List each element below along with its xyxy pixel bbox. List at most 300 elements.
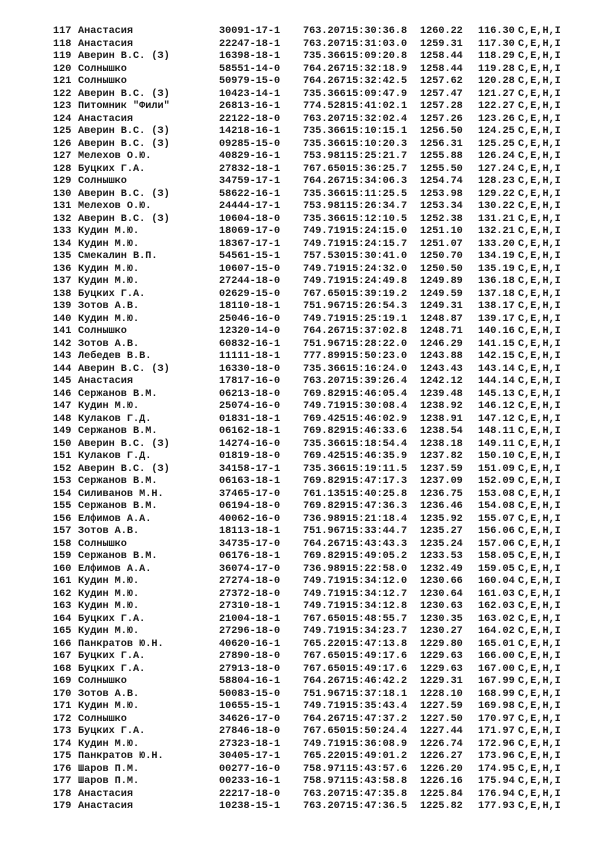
owner-name: Аверин В.С. (З): [78, 438, 170, 450]
arrival-time: 15:47:37.2: [346, 713, 408, 725]
arrival-time: 15:46:33.6: [346, 426, 408, 437]
row-number: 146: [53, 388, 72, 400]
class-codes: C,E,H,I: [518, 488, 561, 500]
class-codes: C,E,H,I: [518, 363, 561, 375]
class-codes: C,E,H,I: [518, 76, 561, 87]
distance: 763.207: [303, 801, 346, 812]
ring-id: 10607-15-0: [219, 263, 281, 275]
speed: 1237.82: [420, 451, 463, 462]
distance: 749.719: [303, 701, 346, 712]
class-codes: C,E,H,I: [518, 176, 561, 187]
class-codes: C,E,H,I: [518, 213, 561, 225]
owner-name: Кудин М.Ю.: [78, 276, 140, 287]
arrival-time: 15:34:12.7: [346, 588, 408, 600]
arrival-time: 15:46:35.9: [346, 451, 408, 462]
owner-name: Аверин В.С. (З): [78, 138, 170, 150]
class-codes: C,E,H,I: [518, 38, 561, 50]
speed: 1257.28: [420, 101, 463, 112]
points: 166.00: [478, 651, 515, 662]
speed: 1230.35: [420, 613, 463, 625]
speed: 1239.48: [420, 388, 463, 400]
points: 175.94: [478, 776, 515, 787]
ring-id: 30091-17-1: [219, 26, 281, 37]
speed: 1250.70: [420, 251, 463, 262]
owner-name: Лебедев В.В.: [78, 351, 152, 362]
owner-name: Зотов А.В.: [78, 338, 140, 350]
owner-name: Кудин М.Ю.: [78, 226, 140, 237]
points: 154.08: [478, 501, 515, 512]
distance: 751.967: [303, 301, 346, 312]
speed: 1235.24: [420, 538, 463, 550]
points: 121.27: [478, 88, 515, 100]
ring-id: 22122-18-0: [219, 113, 281, 125]
points: 120.28: [478, 76, 515, 87]
arrival-time: 15:37:18.1: [346, 688, 408, 700]
points: 143.14: [478, 363, 515, 375]
row-number: 147: [53, 401, 72, 412]
class-codes: C,E,H,I: [518, 138, 561, 150]
class-codes: C,E,H,I: [518, 326, 561, 337]
distance: 767.650: [303, 663, 346, 675]
speed: 1255.50: [420, 163, 463, 175]
points: 119.28: [478, 63, 515, 75]
class-codes: C,E,H,I: [518, 501, 561, 512]
owner-name: Кудин М.Ю.: [78, 238, 140, 250]
ring-id: 22247-18-1: [219, 38, 281, 50]
speed: 1258.44: [420, 63, 463, 75]
distance: 763.207: [303, 788, 346, 800]
points: 174.95: [478, 763, 515, 775]
class-codes: C,E,H,I: [518, 351, 561, 362]
points: 125.25: [478, 138, 515, 150]
row-number: 141: [53, 326, 72, 337]
speed: 1259.31: [420, 38, 463, 50]
speed: 1257.47: [420, 88, 463, 100]
speed: 1228.10: [420, 688, 463, 700]
speed: 1229.63: [420, 663, 463, 675]
ring-id: 12320-14-0: [219, 326, 281, 337]
points: 137.18: [478, 288, 515, 300]
arrival-time: 15:47:36.3: [346, 501, 408, 512]
speed: 1255.88: [420, 151, 463, 162]
owner-name: Аверин В.С. (З): [78, 51, 170, 62]
speed: 1227.50: [420, 713, 463, 725]
speed: 1257.62: [420, 76, 463, 87]
owner-name: Панкратов Ю.Н.: [78, 638, 164, 650]
distance: 736.989: [303, 563, 346, 575]
speed: 1225.82: [420, 801, 463, 812]
distance: 735.366: [303, 88, 346, 100]
points: 152.09: [478, 476, 515, 487]
arrival-time: 15:36:25.7: [346, 163, 408, 175]
class-codes: C,E,H,I: [518, 463, 561, 475]
ring-id: 54561-15-1: [219, 251, 281, 262]
owner-name: Кудин М.Ю.: [78, 588, 140, 600]
row-number: 144: [53, 363, 72, 375]
speed: 1227.44: [420, 726, 463, 737]
row-number: 168: [53, 663, 72, 675]
ring-id: 06194-18-0: [219, 501, 281, 512]
ring-id: 58551-14-0: [219, 63, 281, 75]
owner-name: Аверин В.С. (З): [78, 463, 170, 475]
arrival-time: 15:24:49.8: [346, 276, 408, 287]
speed: 1238.18: [420, 438, 463, 450]
ring-id: 17817-16-0: [219, 376, 281, 387]
distance: 749.719: [303, 276, 346, 287]
owner-name: Смекалин В.П.: [78, 251, 158, 262]
row-number: 173: [53, 726, 72, 737]
distance: 753.981: [303, 151, 346, 162]
points: 118.29: [478, 51, 515, 62]
owner-name: Солнышко: [78, 676, 127, 687]
points: 148.11: [478, 426, 515, 437]
distance: 749.719: [303, 401, 346, 412]
speed: 1251.10: [420, 226, 463, 237]
row-number: 133: [53, 226, 72, 237]
arrival-time: 15:43:58.8: [346, 776, 408, 787]
arrival-time: 15:24:32.0: [346, 263, 408, 275]
owner-name: Зотов А.В.: [78, 688, 140, 700]
arrival-time: 15:49:17.6: [346, 651, 408, 662]
speed: 1227.59: [420, 701, 463, 712]
row-number: 130: [53, 188, 72, 200]
speed: 1253.34: [420, 201, 463, 212]
row-number: 174: [53, 738, 72, 750]
owner-name: Мелехов О.Ю.: [78, 201, 152, 212]
arrival-time: 15:25:21.7: [346, 151, 408, 162]
distance: 769.425: [303, 451, 346, 462]
distance: 769.829: [303, 501, 346, 512]
owner-name: Кудин М.Ю.: [78, 401, 140, 412]
row-number: 171: [53, 701, 72, 712]
class-codes: C,E,H,I: [518, 413, 561, 425]
speed: 1237.09: [420, 476, 463, 487]
owner-name: Кудин М.Ю.: [78, 263, 140, 275]
arrival-time: 15:47:35.8: [346, 788, 408, 800]
class-codes: C,E,H,I: [518, 51, 561, 62]
ring-id: 10423-14-1: [219, 88, 281, 100]
speed: 1229.63: [420, 651, 463, 662]
ring-id: 34735-17-0: [219, 538, 281, 550]
distance: 769.829: [303, 426, 346, 437]
speed: 1257.26: [420, 113, 463, 125]
points: 117.30: [478, 38, 515, 50]
distance: 735.366: [303, 213, 346, 225]
class-codes: C,E,H,I: [518, 663, 561, 675]
class-codes: C,E,H,I: [518, 438, 561, 450]
row-number: 156: [53, 513, 72, 525]
points: 172.96: [478, 738, 515, 750]
row-number: 176: [53, 763, 72, 775]
owner-name: Буцких Г.А.: [78, 613, 146, 625]
owner-name: Анастасия: [78, 38, 134, 50]
owner-name: Буцких Г.А.: [78, 288, 146, 300]
class-codes: C,E,H,I: [518, 713, 561, 725]
row-number: 150: [53, 438, 72, 450]
row-number: 162: [53, 588, 72, 600]
points: 164.02: [478, 626, 515, 637]
class-codes: C,E,H,I: [518, 301, 561, 312]
row-number: 143: [53, 351, 72, 362]
points: 156.06: [478, 526, 515, 537]
row-number: 175: [53, 751, 72, 762]
points: 163.02: [478, 613, 515, 625]
speed: 1233.53: [420, 551, 463, 562]
class-codes: C,E,H,I: [518, 113, 561, 125]
speed: 1236.46: [420, 501, 463, 512]
arrival-time: 15:30:08.4: [346, 401, 408, 412]
distance: 767.650: [303, 288, 346, 300]
distance: 749.719: [303, 576, 346, 587]
distance: 763.207: [303, 38, 346, 50]
speed: 1238.91: [420, 413, 463, 425]
arrival-time: 15:40:25.8: [346, 488, 408, 500]
points: 160.04: [478, 576, 515, 587]
points: 126.24: [478, 151, 515, 162]
points: 171.97: [478, 726, 515, 737]
class-codes: C,E,H,I: [518, 563, 561, 575]
class-codes: C,E,H,I: [518, 526, 561, 537]
owner-name: Аверин В.С. (З): [78, 213, 170, 225]
arrival-time: 15:30:41.0: [346, 251, 408, 262]
distance: 774.528: [303, 101, 346, 112]
owner-name: Силиванов М.Н.: [78, 488, 164, 500]
ring-id: 58804-16-1: [219, 676, 281, 687]
class-codes: C,E,H,I: [518, 401, 561, 412]
row-number: 119: [53, 51, 72, 62]
speed: 1251.07: [420, 238, 463, 250]
points: 128.23: [478, 176, 515, 187]
row-number: 137: [53, 276, 72, 287]
points: 134.19: [478, 251, 515, 262]
arrival-time: 15:49:17.6: [346, 663, 408, 675]
distance: 757.530: [303, 251, 346, 262]
owner-name: Буцких Г.А.: [78, 726, 146, 737]
arrival-time: 15:22:58.0: [346, 563, 408, 575]
class-codes: C,E,H,I: [518, 751, 561, 762]
owner-name: Анастасия: [78, 376, 134, 387]
row-number: 166: [53, 638, 72, 650]
ring-id: 50979-15-0: [219, 76, 281, 87]
arrival-time: 15:33:44.7: [346, 526, 408, 537]
ring-id: 30405-17-1: [219, 751, 281, 762]
points: 170.97: [478, 713, 515, 725]
owner-name: Сержанов В.М.: [78, 501, 158, 512]
points: 131.21: [478, 213, 515, 225]
distance: 751.967: [303, 338, 346, 350]
owner-name: Кудин М.Ю.: [78, 601, 140, 612]
arrival-time: 15:34:12.0: [346, 576, 408, 587]
arrival-time: 15:30:36.8: [346, 26, 408, 37]
owner-name: Анастасия: [78, 801, 134, 812]
points: 167.00: [478, 663, 515, 675]
row-number: 178: [53, 788, 72, 800]
points: 138.17: [478, 301, 515, 312]
class-codes: C,E,H,I: [518, 63, 561, 75]
ring-id: 27296-18-0: [219, 626, 281, 637]
arrival-time: 15:24:15.7: [346, 238, 408, 250]
owner-name: Солнышко: [78, 76, 127, 87]
arrival-time: 15:39:19.2: [346, 288, 408, 300]
arrival-time: 15:37:02.8: [346, 326, 408, 337]
points: 124.25: [478, 126, 515, 137]
distance: 749.719: [303, 263, 346, 275]
ring-id: 27274-18-0: [219, 576, 281, 587]
owner-name: Солнышко: [78, 326, 127, 337]
distance: 749.719: [303, 738, 346, 750]
distance: 751.967: [303, 526, 346, 537]
class-codes: C,E,H,I: [518, 451, 561, 462]
owner-name: Зотов А.В.: [78, 301, 140, 312]
arrival-time: 15:10:15.1: [346, 126, 408, 137]
class-codes: C,E,H,I: [518, 338, 561, 350]
distance: 735.366: [303, 188, 346, 200]
ring-id: 27832-18-1: [219, 163, 281, 175]
distance: 735.366: [303, 138, 346, 150]
speed: 1250.50: [420, 263, 463, 275]
points: 162.03: [478, 601, 515, 612]
row-number: 139: [53, 301, 72, 312]
arrival-time: 15:34:12.8: [346, 601, 408, 612]
arrival-time: 15:50:23.0: [346, 351, 408, 362]
class-codes: C,E,H,I: [518, 688, 561, 700]
points: 127.24: [478, 163, 515, 175]
ring-id: 22217-18-0: [219, 788, 281, 800]
speed: 1235.27: [420, 526, 463, 537]
ring-id: 14274-16-0: [219, 438, 281, 450]
arrival-time: 15:31:03.0: [346, 38, 408, 50]
distance: 764.267: [303, 713, 346, 725]
speed: 1229.31: [420, 676, 463, 687]
distance: 765.220: [303, 751, 346, 762]
points: 129.22: [478, 188, 515, 200]
ring-id: 18110-18-1: [219, 301, 281, 312]
owner-name: Анастасия: [78, 788, 134, 800]
row-number: 165: [53, 626, 72, 637]
owner-name: Мелехов О.Ю.: [78, 151, 152, 162]
speed: 1243.43: [420, 363, 463, 375]
arrival-time: 15:41:02.1: [346, 101, 408, 112]
ring-id: 60832-16-1: [219, 338, 281, 350]
ring-id: 34626-17-0: [219, 713, 281, 725]
class-codes: C,E,H,I: [518, 788, 561, 800]
points: 142.15: [478, 351, 515, 362]
class-codes: C,E,H,I: [518, 376, 561, 387]
arrival-time: 15:28:22.0: [346, 338, 408, 350]
distance: 763.207: [303, 376, 346, 387]
owner-name: Кудин М.Ю.: [78, 626, 140, 637]
distance: 735.366: [303, 463, 346, 475]
speed: 1249.89: [420, 276, 463, 287]
class-codes: C,E,H,I: [518, 188, 561, 200]
ring-id: 10604-18-0: [219, 213, 281, 225]
row-number: 148: [53, 413, 72, 425]
distance: 764.267: [303, 326, 346, 337]
distance: 767.650: [303, 613, 346, 625]
ring-id: 16398-18-1: [219, 51, 281, 62]
arrival-time: 15:36:08.9: [346, 738, 408, 750]
points: 168.99: [478, 688, 515, 700]
class-codes: C,E,H,I: [518, 676, 561, 687]
points: 151.09: [478, 463, 515, 475]
distance: 763.207: [303, 26, 346, 37]
owner-name: Сержанов В.М.: [78, 476, 158, 487]
arrival-time: 15:18:54.4: [346, 438, 408, 450]
ring-id: 27913-18-0: [219, 663, 281, 675]
speed: 1249.31: [420, 301, 463, 312]
distance: 764.267: [303, 538, 346, 550]
arrival-time: 15:25:19.1: [346, 313, 408, 325]
class-codes: C,E,H,I: [518, 276, 561, 287]
ring-id: 18367-17-1: [219, 238, 281, 250]
ring-id: 27846-18-0: [219, 726, 281, 737]
owner-name: Елфимов А.А.: [78, 563, 152, 575]
points: 123.26: [478, 113, 515, 125]
arrival-time: 15:26:54.3: [346, 301, 408, 312]
points: 173.96: [478, 751, 515, 762]
row-number: 132: [53, 213, 72, 225]
owner-name: Кудин М.Ю.: [78, 738, 140, 750]
arrival-time: 15:47:13.8: [346, 638, 408, 650]
arrival-time: 15:48:55.7: [346, 613, 408, 625]
row-number: 160: [53, 563, 72, 575]
owner-name: Шаров П.М.: [78, 763, 140, 775]
distance: 749.719: [303, 226, 346, 237]
ring-id: 37465-17-0: [219, 488, 281, 500]
points: 176.94: [478, 788, 515, 800]
distance: 769.829: [303, 551, 346, 562]
ring-id: 27372-18-0: [219, 588, 281, 600]
class-codes: C,E,H,I: [518, 126, 561, 137]
owner-name: Панкратов Ю.Н.: [78, 751, 164, 762]
arrival-time: 15:35:43.4: [346, 701, 408, 712]
class-codes: C,E,H,I: [518, 26, 561, 37]
distance: 758.971: [303, 763, 346, 775]
row-number: 134: [53, 238, 72, 250]
class-codes: C,E,H,I: [518, 151, 561, 162]
owner-name: Анастасия: [78, 26, 134, 37]
arrival-time: 15:47:36.5: [346, 801, 408, 812]
ring-id: 40062-16-0: [219, 513, 281, 525]
row-number: 164: [53, 613, 72, 625]
distance: 767.650: [303, 651, 346, 662]
class-codes: C,E,H,I: [518, 551, 561, 562]
arrival-time: 15:39:26.4: [346, 376, 408, 387]
row-number: 157: [53, 526, 72, 537]
points: 157.06: [478, 538, 515, 550]
points: 140.16: [478, 326, 515, 337]
arrival-time: 15:43:43.3: [346, 538, 408, 550]
class-codes: C,E,H,I: [518, 88, 561, 100]
speed: 1230.27: [420, 626, 463, 637]
distance: 749.719: [303, 588, 346, 600]
owner-name: Питомник "Фили": [78, 101, 170, 112]
distance: 764.267: [303, 676, 346, 687]
speed: 1248.87: [420, 313, 463, 325]
class-codes: C,E,H,I: [518, 476, 561, 487]
speed: 1256.50: [420, 126, 463, 137]
owner-name: Зотов А.В.: [78, 526, 140, 537]
points: 167.99: [478, 676, 515, 687]
owner-name: Сержанов В.М.: [78, 388, 158, 400]
distance: 764.267: [303, 76, 346, 87]
speed: 1254.74: [420, 176, 463, 187]
row-number: 172: [53, 713, 72, 725]
arrival-time: 15:47:17.3: [346, 476, 408, 487]
points: 153.08: [478, 488, 515, 500]
distance: 749.719: [303, 626, 346, 637]
points: 150.10: [478, 451, 515, 462]
